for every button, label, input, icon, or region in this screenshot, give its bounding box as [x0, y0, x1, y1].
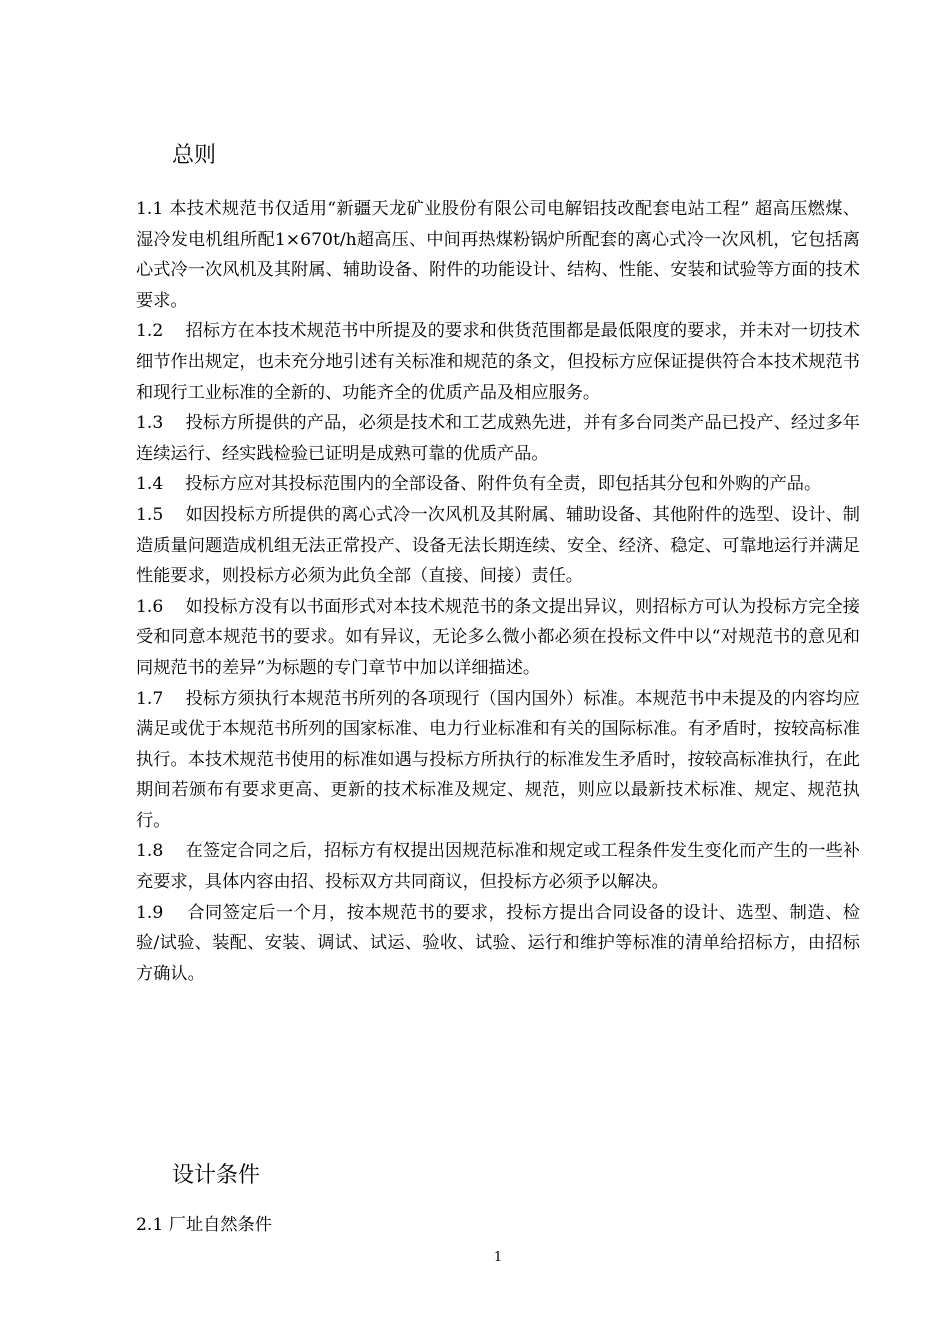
section-heading-design-conditions: 设计条件 — [172, 1163, 261, 1188]
paragraph-text: 本技术规范书仅适用“新疆天龙矿业股份有限公司电解铝技改配套电站工程” 超高压燃煤、湿冷发电机组所配1×670t/h超高压、中间再热煤粉锅炉所配套的离心式冷一次风机，它包括离心式冷一次风机及其附属、辅助设备、附件的功能设计、结构、性能、安装和试验等方面的技术要求。 — [136, 199, 860, 311]
paragraph-text: 合同签定后一个月，按本规范书的要求，投标方提出合同设备的设计、选型、制造、检验/试验、装配、安装、调试、试运、验收、试验、运行和维护等标准的清单给招标方，由招标方确认。 — [136, 902, 860, 984]
paragraph — [136, 684, 860, 837]
section-body — [136, 194, 860, 989]
paragraph-number: 1.9 — [136, 902, 164, 923]
paragraph-gap — [163, 321, 185, 341]
paragraph-number: 1.6 — [136, 596, 164, 617]
paragraph-gap — [163, 505, 185, 525]
paragraph — [136, 194, 860, 316]
subsection-heading-site-conditions: 2.1 厂址自然条件 — [136, 1215, 272, 1235]
section-heading-general: 总则 — [172, 143, 217, 168]
paragraph — [136, 469, 860, 500]
paragraph-gap — [163, 474, 185, 494]
paragraph — [136, 898, 860, 990]
paragraph-gap — [163, 689, 185, 709]
paragraph-number: 1.2 — [136, 321, 164, 342]
paragraph-text: 投标方所提供的产品，必须是技术和工艺成熟先进，并有多台同类产品已投产、经过多年连续运行、经实践检验已证明是成熟可靠的优质产品。 — [136, 413, 860, 464]
paragraph-text: 投标方须执行本规范书所列的各项现行（国内国外）标准。本规范书中未提及的内容均应满足或优于本规范书所列的国家标准、电力行业标准和有关的国际标准。有矛盾时，按较高标准执行。本技术规范书使用的标准如遇与投标方所执行的标准发生矛盾时，按较高标准执行，在此期间若颁布有要求更高、更新的技术标准及规定、规范，则应以最新技术标准、规定、规范执行。 — [136, 688, 860, 831]
paragraph-number: 1.5 — [136, 504, 164, 525]
paragraph — [136, 316, 860, 408]
paragraph-number: 1.3 — [136, 413, 164, 434]
paragraph-gap — [163, 413, 185, 433]
paragraph-text: 如投标方没有以书面形式对本技术规范书的条文提出异议，则招标方可认为投标方完全接受和同意本规范书的要求。如有异议，无论多么微小都必须在投标文件中以“对规范书的意见和同规范书的差异”为标题的专门章节中加以详细描述。 — [136, 596, 860, 678]
page-number: 1 — [493, 1250, 503, 1265]
paragraph — [136, 500, 860, 592]
paragraph-text: 如因投标方所提供的离心式冷一次风机及其附属、辅助设备、其他附件的选型、设计、制造质量问题造成机组无法正常投产、设备无法长期连续、安全、经济、稳定、可靠地运行并满足性能要求，则投标方必须为此负全部（直接、间接）责任。 — [136, 504, 860, 587]
paragraph-number: 1.1 — [136, 199, 164, 219]
paragraph-number: 1.8 — [136, 841, 164, 862]
paragraph-gap — [163, 903, 187, 923]
paragraph — [136, 592, 860, 684]
paragraph — [136, 408, 860, 469]
paragraph — [136, 836, 860, 897]
paragraph-number: 1.7 — [136, 688, 164, 709]
paragraph-text: 投标方应对其投标范围内的全部设备、附件负有全责，即包括其分包和外购的产品。 — [185, 474, 822, 495]
paragraph-gap — [163, 597, 185, 617]
paragraph-text: 招标方在本技术规范书中所提及的要求和供货范围都是最低限度的要求，并未对一切技术细节作出规定，也未充分地引述有关标准和规范的条文，但投标方应保证提供符合本技术规范书和现行工业标准的全新的、功能齐全的优质产品及相应服务。 — [136, 321, 860, 403]
paragraph-text: 在签定合同之后，招标方有权提出因规范标准和规定或工程条件发生变化而产生的一些补充要求，具体内容由招、投标双方共同商议，但投标方必须予以解决。 — [136, 841, 860, 893]
paragraph-number: 1.4 — [136, 474, 164, 495]
paragraph-gap — [163, 841, 185, 861]
